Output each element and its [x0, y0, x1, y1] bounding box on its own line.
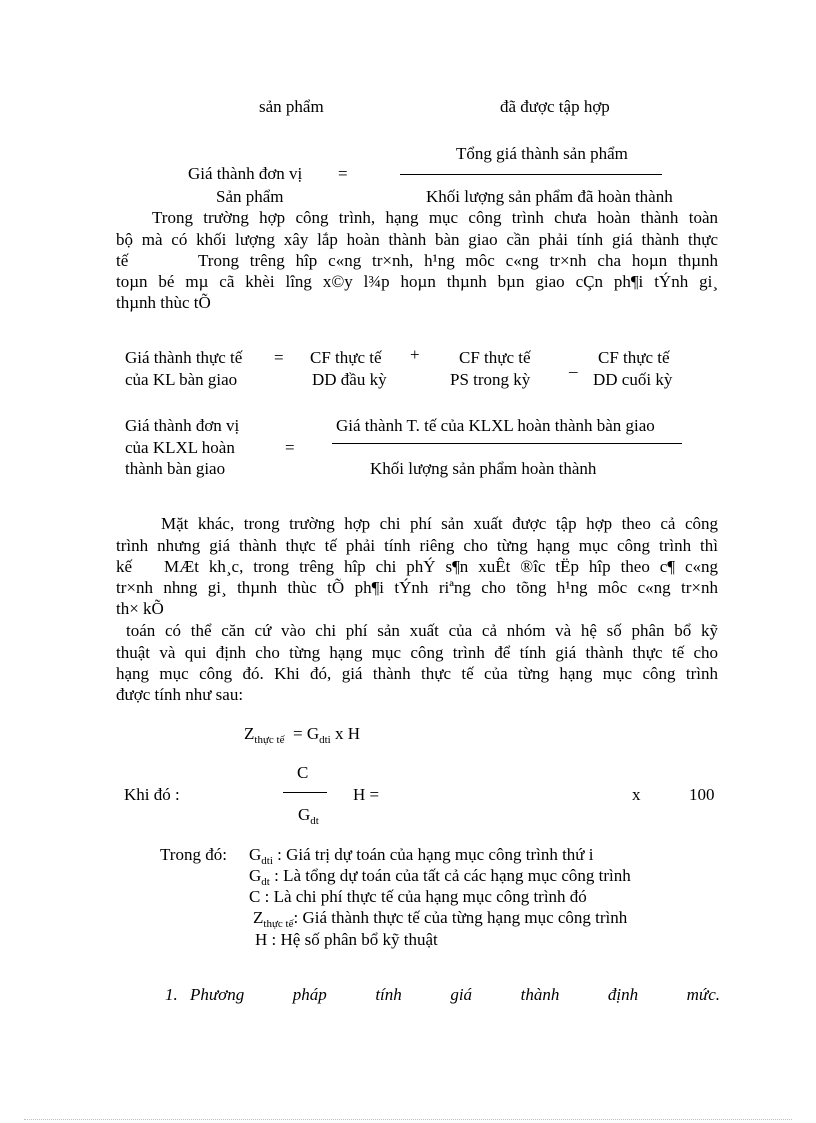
formula2-b1: CF thực tế	[310, 348, 382, 367]
legend-item: $Z_{thực tế}$: Giá thành thực tế của từng hạng mục công trình	[253, 908, 628, 930]
para2-line: được tính như sau:	[116, 685, 244, 704]
formula3-eq: =	[285, 438, 295, 457]
para2-line: thuật và qui định cho từng hạng mục công trình để tính giá thành thực tế cho	[116, 643, 718, 662]
para1-line: Trong trêng hîp c«ng tr×nh, h¹ng môc c«ng tr×nh cha hoµn thµnh	[198, 251, 718, 270]
formula1-fraction-bar	[400, 174, 662, 175]
formula2-plus: +	[410, 345, 420, 364]
formula5-h-eq: H =	[353, 785, 380, 804]
para2-line: Mặt khác, trong trường hợp chi phí sản xuất được tập hợp theo cả công	[161, 514, 718, 533]
formula5-hundred: 100	[689, 785, 715, 804]
para2-line: kế	[116, 557, 133, 576]
para1-line: toµn bé mµ cã khèi lîng x©y l¾p hoµn thµnh bµn giao cÇn ph¶i tÝnh gi¸	[116, 272, 718, 291]
formula2-eq: =	[274, 348, 284, 367]
section-heading: Phương pháp tính giá thành định mức.	[190, 985, 720, 1004]
formula2-b2: DD đầu kỳ	[312, 370, 387, 389]
formula2-d2: DD cuối kỳ	[593, 370, 673, 389]
legend-item: C : Là chi phí thực tế của hạng mục công trình đó	[249, 887, 587, 906]
para1-line: Trong trường hợp công trình, hạng mục công trình chưa hoàn thành toàn	[152, 208, 718, 227]
formula4: $Z_{thực tế} = G_{dti}$ x H	[244, 724, 361, 746]
page-footer-rule	[24, 1119, 792, 1120]
formula1-lhs1: Giá thành đơn vị	[188, 164, 303, 183]
formula3-numerator: Giá thành T. tế của KLXL hoàn thành bàn giao	[336, 416, 655, 435]
top-left-label: sản phẩm	[259, 97, 324, 116]
formula3-l2: của KLXL hoàn	[125, 438, 235, 457]
legend-item: $G_{dt}$ : Là tổng dự toán của tất cả các hạng mục công trình	[249, 866, 631, 888]
para2-line: toán có thể căn cứ vào chi phí sản xuất của cả nhóm và hệ số phân bổ kỹ	[126, 621, 718, 640]
para2-line: tr×nh nhng gi¸ thµnh thùc tÕ ph¶i tÝnh riªng cho tõng h¹ng môc c«ng tr×nh	[116, 578, 718, 597]
section-heading-number: 1.	[165, 985, 178, 1004]
formula5-fraction-bar	[283, 792, 327, 793]
formula2-d1: CF thực tế	[598, 348, 670, 367]
para1-line: thµnh thùc tÕ	[116, 293, 211, 312]
para2-line: th× kÕ	[116, 599, 164, 618]
formula2-c1: CF thực tế	[459, 348, 531, 367]
formula1-equals: =	[338, 164, 348, 183]
formula1-numerator: Tổng giá thành sản phẩm	[456, 144, 628, 163]
legend-item: H : Hệ số phân bổ kỹ thuật	[255, 930, 438, 949]
formula2-c2: PS trong kỳ	[450, 370, 531, 389]
para2-line: trình nhưng giá thành thực tế phải tính riêng cho từng hạng mục công trình thì	[116, 536, 718, 555]
para2-line: MÆt kh¸c, trong trêng hîp chi phÝ s¶n xuÊt ®îc tËp hîp theo c¶ c«ng	[164, 557, 718, 576]
formula2-a2: của KL bàn giao	[125, 370, 238, 389]
formula3-fraction-bar	[332, 443, 682, 444]
formula1-denominator: Khối lượng sản phẩm đã hoàn thành	[426, 187, 673, 206]
legend-item: $G_{dti}$ : Giá trị dự toán của hạng mục công trình thứ i	[249, 845, 594, 867]
para1-line: tế	[116, 251, 129, 270]
formula2-a1: Giá thành thực tế	[125, 348, 243, 367]
formula5-prefix: Khi đó :	[124, 785, 180, 804]
formula3-denominator: Khối lượng sản phẩm hoàn thành	[370, 459, 597, 478]
formula5-numerator: C	[297, 763, 309, 782]
formula5-x: x	[632, 785, 641, 804]
formula2-minus: _	[569, 356, 578, 375]
formula3-l3: thành bàn giao	[125, 459, 226, 478]
top-right-label: đã được tập hợp	[500, 97, 610, 116]
para2-line: hạng mục công đó. Khi đó, giá thành thực tế của từng hạng mục công trình	[116, 664, 718, 683]
legend-intro: Trong đó:	[160, 845, 227, 864]
para1-line: bộ mà có khối lượng xây lắp hoàn thành bàn giao cần phải tính giá thành thực	[116, 230, 718, 249]
formula5-denominator: $G_{dt}$	[298, 805, 319, 827]
formula3-l1: Giá thành đơn vị	[125, 416, 240, 435]
formula1-lhs2: Sản phẩm	[216, 187, 284, 206]
